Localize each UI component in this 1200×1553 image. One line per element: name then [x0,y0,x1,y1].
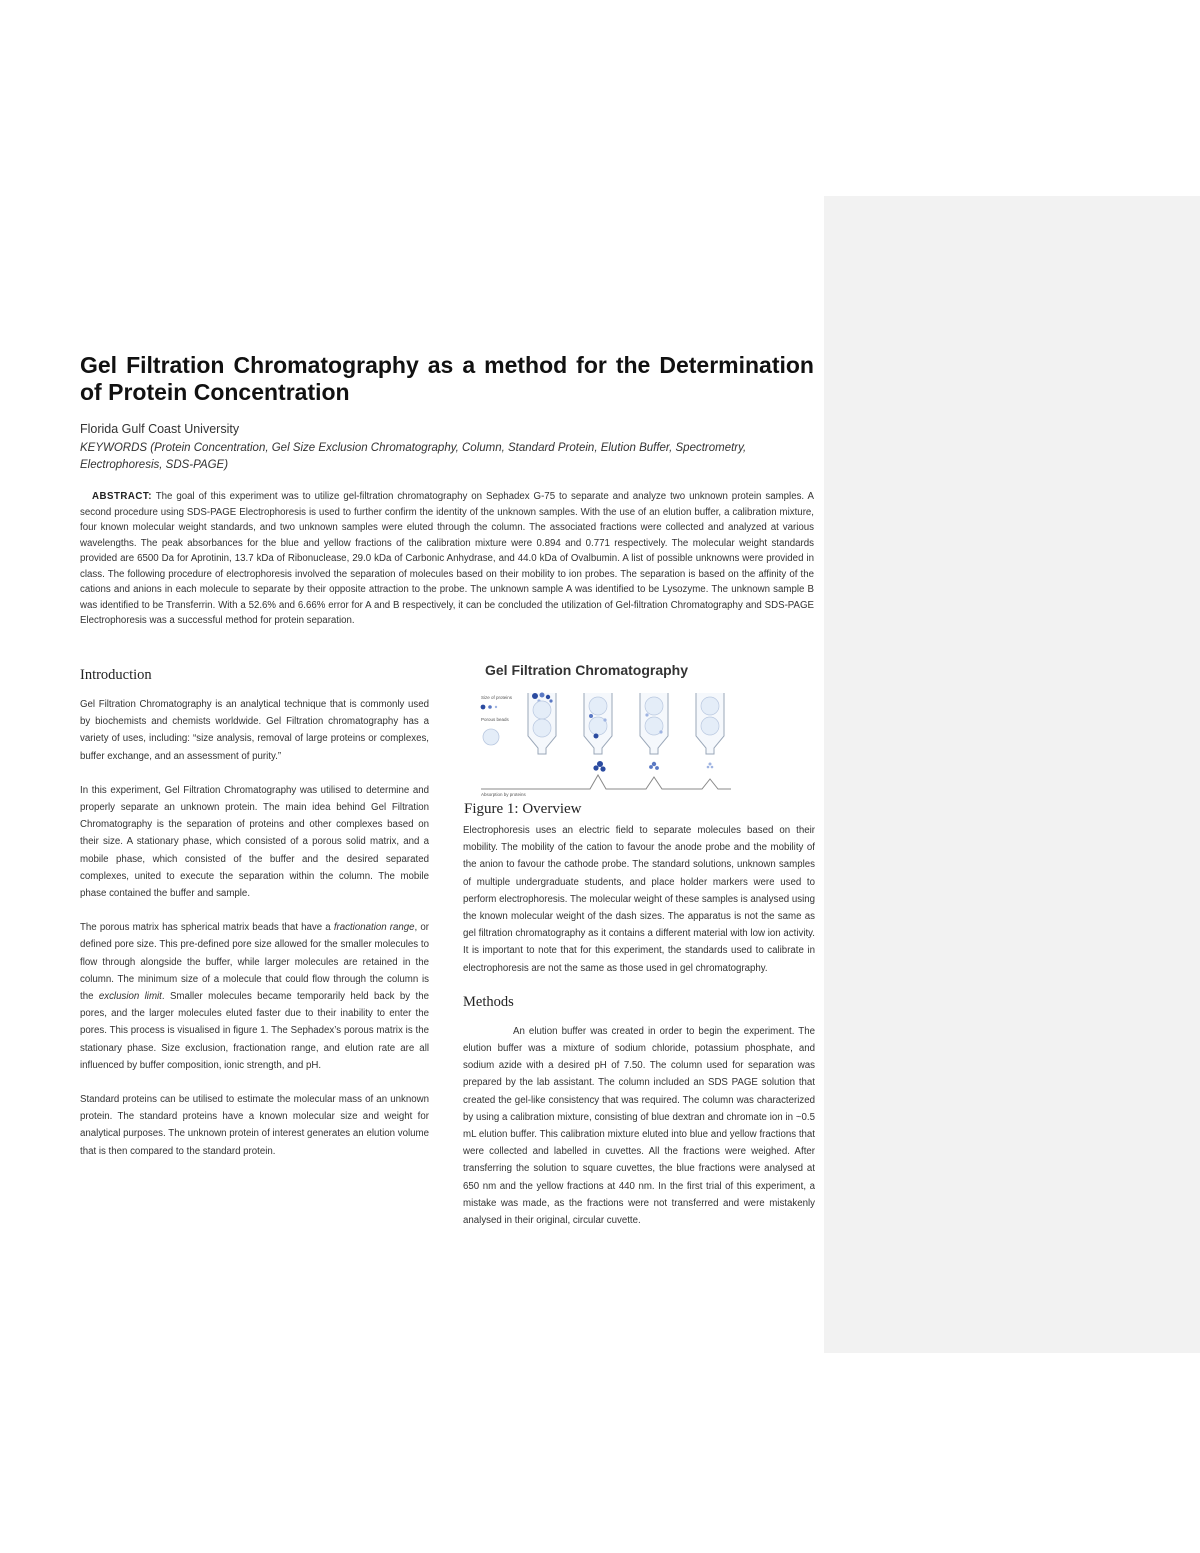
term-exclusion-limit: exclusion limit [98,991,162,1003]
intro-p3-part-b: , or defined pore size. This pre-defined pore size allowed for the smaller molecules to flow through alongside the buffer, while larger molecules are retained in the column. The minimum size of a molecule that could flow through the column is the [80,922,429,1003]
term-fractionation-range: fractionation range [333,922,415,934]
column-1 [528,693,556,755]
methods-paragraph-1: An elution buffer was created in order to begin the experiment. The elution buffer was a mixture of sodium chloride, potassium phosphate, and sodium azide with a desired pH of 7.50. The column used for separation was prepared by the lab assistant. The column included an SDS PAGE solution that created the gel-like consistency that was required. The column was characterized by using a calibration mixture, consisting of blue dextran and chromate ion in ~0.5 mL elution buffer. This calibration mixture eluted into blue and yellow fractions that were collected and labelled in cuvettes. All the fractions were weighed. After transferring the solution to square cuvettes, the blue fractions were analysed at 650 nm and the yellow fractions at 440 nm. In the first trial of this experiment, a mistake was made, as the fractions were not transferred and were mistakenly analysed in their original, circular cuvette. [463,1025,815,1227]
right-column [463,658,815,1246]
intro-paragraph-4: Standard proteins can be utilised to estimate the molecular mass of an unknown protein. The standard proteins have a known molecular size and weight for analytical purposes. The unknown protein of interest generates an elution volume that is then compared to the standard protein. [80,1094,429,1157]
column-4 [696,693,724,768]
legend-size-of-proteins: Size of proteins [481,695,513,700]
column-2 [584,693,612,772]
absorption-trace [481,775,731,789]
methods-heading: Methods [463,993,514,1010]
intro-p3-part-a: The porous matrix has spherical matrix beads that have a [80,922,334,934]
figure-1 [463,658,815,798]
abstract-label: ABSTRACT: [92,491,152,502]
paper-page [80,352,815,1227]
intro-paragraph-1: Gel Filtration Chromatography is an analytical technique that is commonly used by biochemists and chemists worldwide. Gel Filtration chromatography has a variety of uses, including: “size analysis, removal of large proteins or complexes, buffer exchange, and an assessment of purity.” [80,699,429,762]
left-column [80,667,429,1177]
figure-1-diagram [463,658,815,798]
paper-title: Gel Filtration Chromatography as a method for the Determination of Protein Concentration [80,352,814,405]
legend-protein-large [481,705,486,710]
legend-bead-icon [483,729,499,745]
legend-porous-beads: Porous beads [481,717,509,722]
abstract-text: The goal of this experiment was to utilize gel-filtration chromatography on Sephadex G-75 to separate and analyze two unknown protein samples. A second procedure using SDS-PAGE Electrophoresis is used to further confirm the identity of the unknown samples. With the use of an elution buffer, a calibration mixture, four known molecular weight standards, and two unknown samples were eluted through the column. The associated fractions were collected and analyzed at various wavelengths. The peak absorbances for the blue and yellow fractions of the calibration mixture were 0.894 and 0.771 respectively. The molecular weight standards provided are 6500 Da for Aprotinin, 13.7 kDa of Ribonuclease, 29.0 kDa of Carbonic Anhydrase, and 44.0 kDa of Ovalbumin. A list of possible unknowns were provided in class. The following procedure of electrophoresis involved the separation of molecules based on their mobility to ion probes. The separation is based on the affinity of the cations and anions in each molecule to separate by their opposite attraction to the probe. The unknown sample A was identified to be Lysozyme. The unknown sample B was identified to be Transferrin. With a 52.6% and 6.66% error for A and B respectively, it can be concluded the utilization of Gel-filtration Chromatography and SDS-PAGE Electrophoresis was a successful method for protein separation. [80,491,814,626]
introduction-heading: Introduction [80,667,152,683]
absorption-label: Absorption by proteins [481,792,526,797]
figure-caption: Figure 1: Overview [464,801,582,817]
intro-p3-part-c: . Smaller molecules became temporarily held back by the pores, and the larger molecules eluted faster due to their inability to enter the pores. This process is visualised in figure 1. The Sephadex’s porous matrix is the stationary phase. Size exclusion, fractionation range, and elution rate are all influenced by buffer composition, ionic strength, and pH. [80,991,429,1071]
comment-margin-pane [824,196,1200,1353]
legend-protein-small [495,706,497,708]
intro-paragraph-2: In this experiment, Gel Filtration Chromatography was utilised to determine and properly separate an unknown protein. The main idea behind Gel Filtration Chromatography is the separation of proteins and other complexes based on their size. A stationary phase, which consisted of a porous solid matrix, and a mobile phase, which consisted of the buffer and the desired separated complexes, united to execute the separation within the column. The mobile phase contained the buffer and sample. [80,784,429,900]
keywords: KEYWORDS (Protein Concentration, Gel Size Exclusion Chromatography, Column, Standard Protein, Elution Buffer, Spectrometry, Electrophoresis, SDS-PAGE) [80,442,747,471]
column-3 [640,693,668,770]
electrophoresis-paragraph: Electrophoresis uses an electric field to separate molecules based on their mobility. The mobility of the cation to favour the anode probe and the mobility of the anion to favour the cathode probe. The standard solutions, unknown samples of multiple undergraduate students, and place holder markers were used to perform electrophoresis. The molecular weight of these samples is analysed using the known molecular weight of the dash sizes. The apparatus is not the same as gel filtration chromatography as it contains a different material with low ion activity. It is important to note that for this experiment, the standards used to calibrate in electrophoresis are not the same as those used in gel chromatography. [463,825,815,974]
intro-paragraph-3 [80,919,429,1074]
affiliation: Florida Gulf Coast University [80,422,240,436]
abstract [80,489,814,629]
legend-protein-medium [488,705,492,709]
figure-title: Gel Filtration Chromatography [485,662,689,678]
